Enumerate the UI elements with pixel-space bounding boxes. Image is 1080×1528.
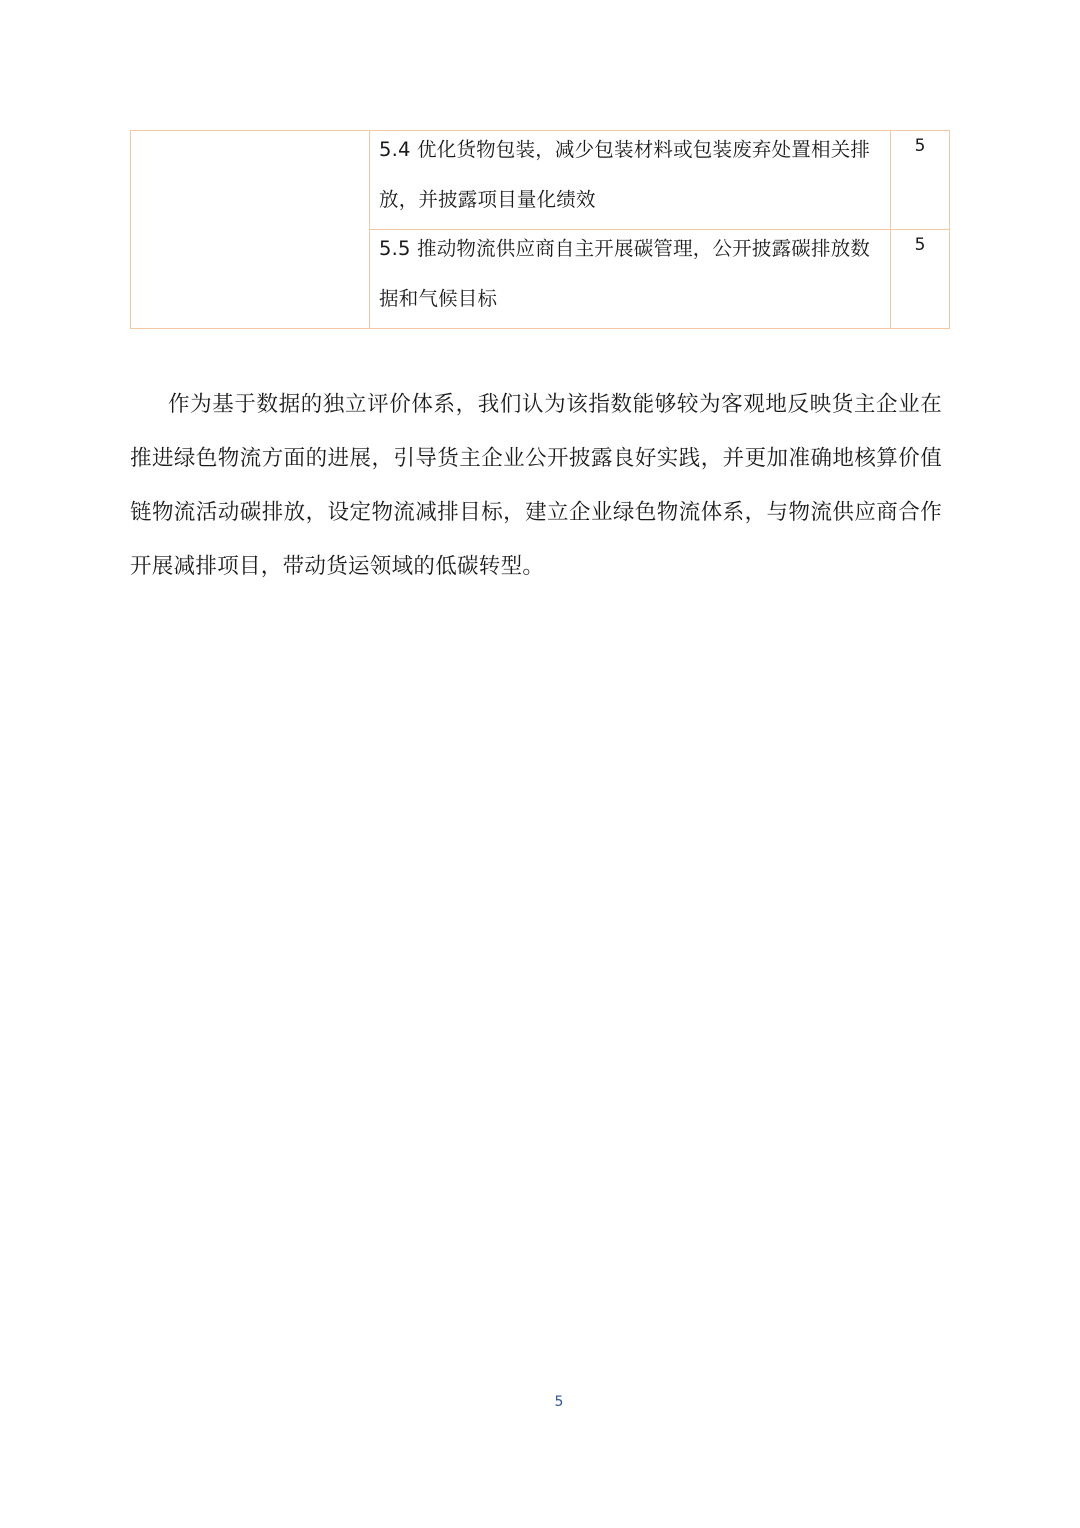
table-row — [131, 131, 950, 230]
body-paragraph: 作为基于数据的独立评价体系，我们认为该指数能够较为客观地反映货主企业在推进绿色物流方面的进展，引导货主企业公开披露良好实践，并更加准确地核算价值链物流活动碳排放，设定物流减排目标，建立企业绿色物流体系，与物流供应商合作开展减排项目，带动货运领域的低碳转型。 — [130, 392, 942, 579]
page-number: 5 — [554, 1394, 564, 1410]
score-value: 5 — [914, 235, 926, 255]
score-cell — [891, 131, 950, 230]
indicator-text: 5.4 优化货物包装，减少包装材料或包装废弃处置相关排放，并披露项目量化绩效 — [379, 138, 871, 211]
indicator-cell — [370, 131, 891, 230]
scoring-table — [130, 130, 950, 329]
score-value: 5 — [914, 136, 926, 156]
score-cell — [891, 230, 950, 329]
category-cell — [131, 131, 370, 329]
indicator-text: 5.5 推动物流供应商自主开展碳管理，公开披露碳排放数据和气候目标 — [379, 237, 871, 310]
indicator-cell — [370, 230, 891, 329]
